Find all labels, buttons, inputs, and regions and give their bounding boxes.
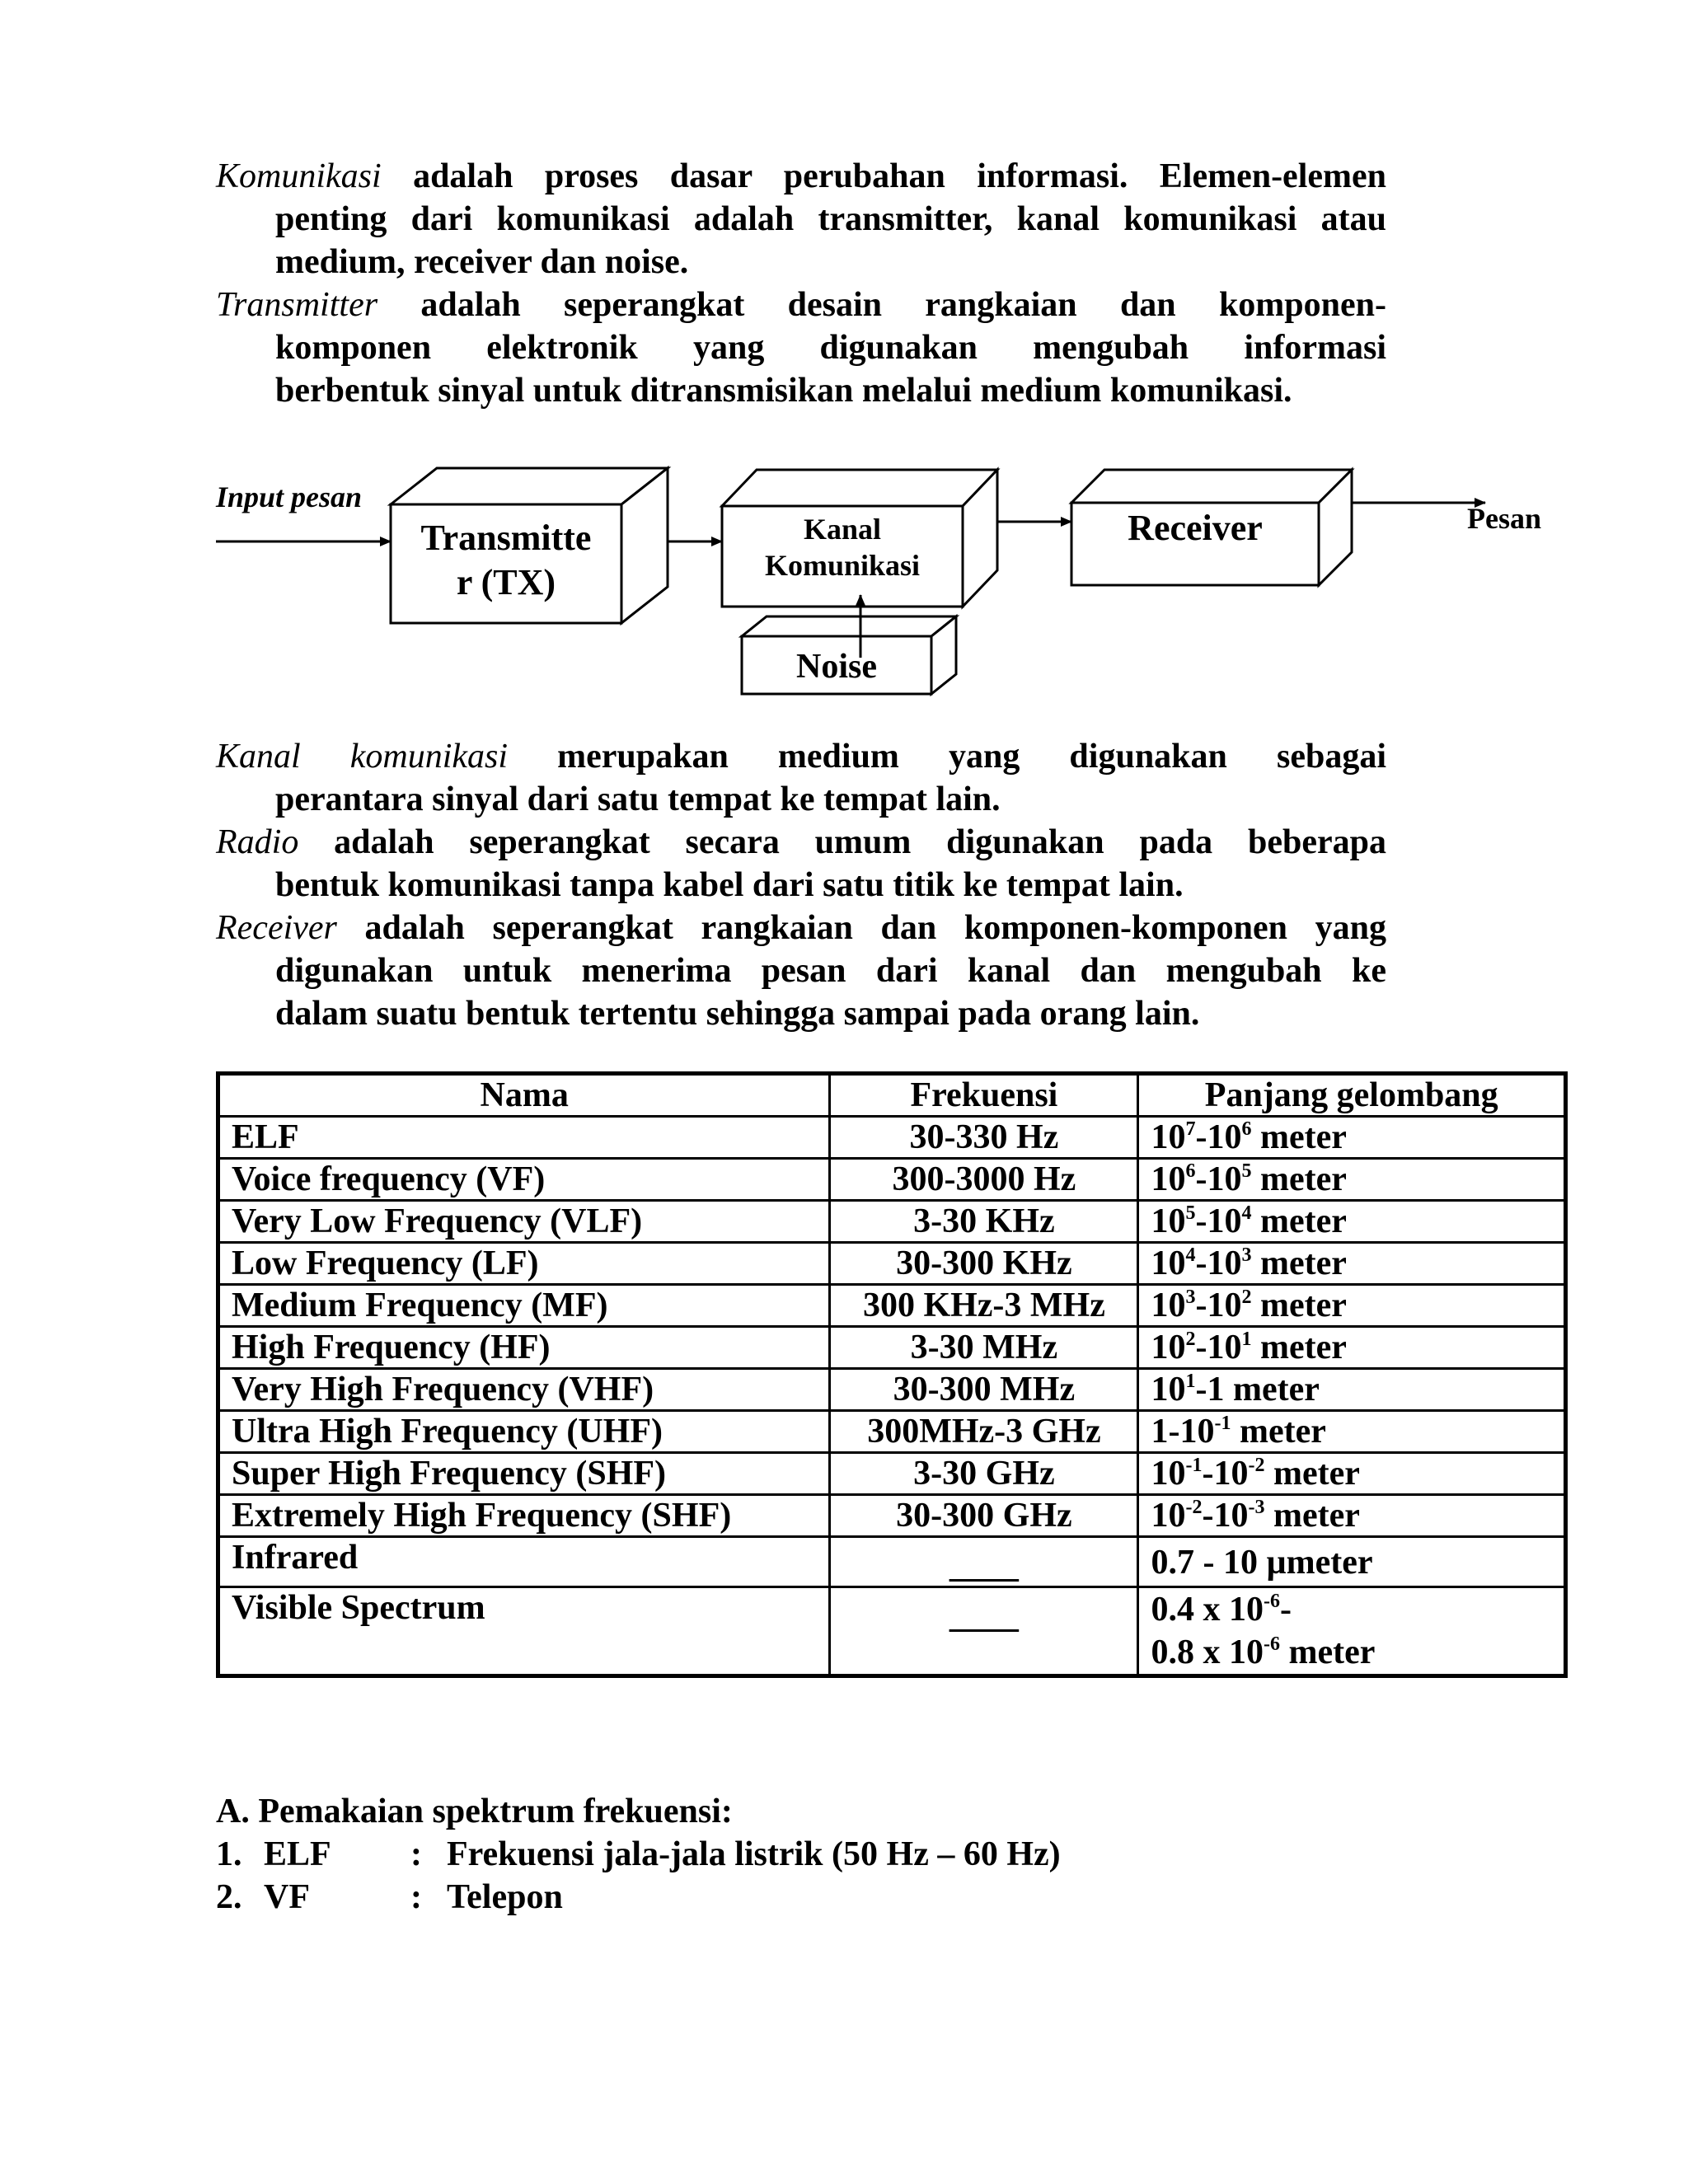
text-line: dalam suatu bentuk tertentu sehingga sampai pada orang lain. — [275, 995, 1200, 1033]
cell-nama: Extremely High Frequency (SHF) — [218, 1495, 830, 1537]
cell-panjang-gelombang: $10^1-1$ meter — [1138, 1369, 1566, 1411]
block-diagram — [0, 0, 1688, 742]
text-line: adalah seperangkat desain rangkaian dan komponen- — [420, 286, 1386, 324]
table-row — [218, 1327, 1566, 1369]
cell-panjang-gelombang: $10^{-1}-10^{-2}$ meter — [1138, 1453, 1566, 1495]
cell-nama: Voice frequency (VF) — [218, 1159, 830, 1201]
cell-nama: Ultra High Frequency (UHF) — [218, 1411, 830, 1453]
transmitter-label — [391, 516, 621, 605]
list-item-description: Frekuensi jala-jala listrik (50 Hz – 60 Hz) — [447, 1835, 1061, 1873]
table-row — [218, 1587, 1566, 1676]
noise-label: Noise — [796, 648, 877, 686]
text-line: perantara sinyal dari satu tempat ke tempat lain. — [275, 780, 1001, 818]
list-item-number: 1. — [216, 1835, 242, 1873]
section-title: A. Pemakaian spektrum frekuensi: — [216, 1793, 733, 1830]
cell-nama: Very Low Frequency (VLF) — [218, 1201, 830, 1243]
kanal-label — [722, 511, 963, 583]
text-line: digunakan untuk menerima pesan dari kanal dan mengubah ke — [275, 952, 1386, 990]
cell-frekuensi: 30-300 MHz — [830, 1369, 1138, 1411]
table-row — [218, 1285, 1566, 1327]
table-row — [218, 1201, 1566, 1243]
term-radio: Radio — [216, 823, 299, 861]
term-transmitter: Transmitter — [216, 286, 378, 324]
cell-frekuensi: 30-300 KHz — [830, 1243, 1138, 1285]
table-row — [218, 1411, 1566, 1453]
frequency-table — [216, 1071, 1568, 1678]
cell-panjang-gelombang: $10^4-10^3$ meter — [1138, 1243, 1566, 1285]
cell-panjang-gelombang: $1-10^{-1}$ meter — [1138, 1411, 1566, 1453]
list-item — [216, 1833, 1205, 1876]
cell-frekuensi: 3-30 GHz — [830, 1453, 1138, 1495]
list-item-description: Telepon — [447, 1878, 563, 1916]
list-item-name: ELF — [264, 1835, 331, 1873]
table-row — [218, 1453, 1566, 1495]
cell-frekuensi: 3-30 KHz — [830, 1201, 1138, 1243]
text-line: merupakan medium yang digunakan sebagai — [557, 738, 1386, 776]
transmitter-label-line2: r (TX) — [456, 562, 556, 602]
cell-panjang-gelombang: $10^6-10^5$ meter — [1138, 1159, 1566, 1201]
list-item-separator: : — [410, 1835, 422, 1873]
table-row — [218, 1243, 1566, 1285]
cell-nama: ELF — [218, 1117, 830, 1159]
cell-panjang-gelombang: $10^7-10^6$ meter — [1138, 1117, 1566, 1159]
transmitter-label-line1: Transmitte — [420, 518, 592, 558]
list-item — [216, 1876, 1205, 1919]
cell-panjang-gelombang: 0.7 - 10 µmeter — [1138, 1537, 1566, 1587]
table-header-row — [218, 1074, 1566, 1117]
header-nama: Nama — [218, 1074, 830, 1117]
cell-frekuensi: 3-30 MHz — [830, 1327, 1138, 1369]
text-line: penting dari komunikasi adalah transmitter, kanal komunikasi atau — [275, 200, 1386, 238]
cell-nama: Medium Frequency (MF) — [218, 1285, 830, 1327]
text-line: adalah seperangkat rangkaian dan komponen-komponen yang — [364, 909, 1386, 947]
term-receiver: Receiver — [216, 909, 337, 947]
input-pesan-label: Input pesan — [216, 480, 363, 513]
cell-panjang-gelombang: $10^2-10^1$ meter — [1138, 1327, 1566, 1369]
cell-panjang-gelombang: $10^3-10^2$ meter — [1138, 1285, 1566, 1327]
term-komunikasi: Komunikasi — [216, 157, 382, 195]
table-row — [218, 1117, 1566, 1159]
paragraph-kanal — [216, 735, 1386, 821]
cell-nama: Super High Frequency (SHF) — [218, 1453, 830, 1495]
cell-frekuensi: 300 KHz-3 MHz — [830, 1285, 1138, 1327]
list-item-separator: : — [410, 1878, 422, 1916]
term-kanal: Kanal komunikasi — [216, 738, 509, 776]
list-item-number: 2. — [216, 1878, 242, 1916]
cell-nama: Low Frequency (LF) — [218, 1243, 830, 1285]
kanal-label-line2: Komunikasi — [764, 549, 921, 582]
header-frekuensi: Frekuensi — [830, 1074, 1138, 1117]
text-line: berbentuk sinyal untuk ditransmisikan melalui medium komunikasi. — [275, 372, 1292, 410]
cell-panjang-gelombang: $10^{-2}-10^{-3}$ meter — [1138, 1495, 1566, 1537]
table-row — [218, 1159, 1566, 1201]
text-line: adalah proses dasar perubahan informasi. Elemen-elemen — [413, 157, 1386, 195]
cell-frekuensi: 300-3000 Hz — [830, 1159, 1138, 1201]
cell-frekuensi: ____ — [830, 1537, 1138, 1587]
paragraph-radio — [216, 821, 1386, 907]
table-row — [218, 1369, 1566, 1411]
cell-nama: High Frequency (HF) — [218, 1327, 830, 1369]
cell-panjang-gelombang: 0.4 x $10^{-6}-$ 0.8 x $10^{-6}$ meter — [1138, 1587, 1566, 1676]
cell-nama: Infrared — [218, 1537, 830, 1587]
table-row — [218, 1537, 1566, 1587]
header-panjang-gelombang: Panjang gelombang — [1138, 1074, 1566, 1117]
text-line: bentuk komunikasi tanpa kabel dari satu titik ke tempat lain. — [275, 866, 1184, 904]
cell-panjang-gelombang: $10^5-10^4$ meter — [1138, 1201, 1566, 1243]
cell-nama: Very High Frequency (VHF) — [218, 1369, 830, 1411]
cell-nama: Visible Spectrum — [218, 1587, 830, 1676]
paragraph-receiver — [216, 907, 1386, 1035]
pesan-label: Pesan — [1467, 502, 1541, 535]
list-item-name: VF — [264, 1878, 310, 1916]
receiver-label: Receiver — [1128, 508, 1263, 548]
cell-frekuensi: ____ — [830, 1587, 1138, 1676]
text-line: komponen elektronik yang digunakan mengubah informasi — [275, 329, 1386, 367]
text-line: adalah seperangkat secara umum digunakan pada beberapa — [334, 823, 1387, 861]
kanal-label-line1: Kanal — [803, 513, 882, 546]
cell-frekuensi: 300MHz-3 GHz — [830, 1411, 1138, 1453]
text-line: medium, receiver dan noise. — [275, 243, 689, 281]
table-row — [218, 1495, 1566, 1537]
cell-frekuensi: 30-330 Hz — [830, 1117, 1138, 1159]
cell-frekuensi: 30-300 GHz — [830, 1495, 1138, 1537]
